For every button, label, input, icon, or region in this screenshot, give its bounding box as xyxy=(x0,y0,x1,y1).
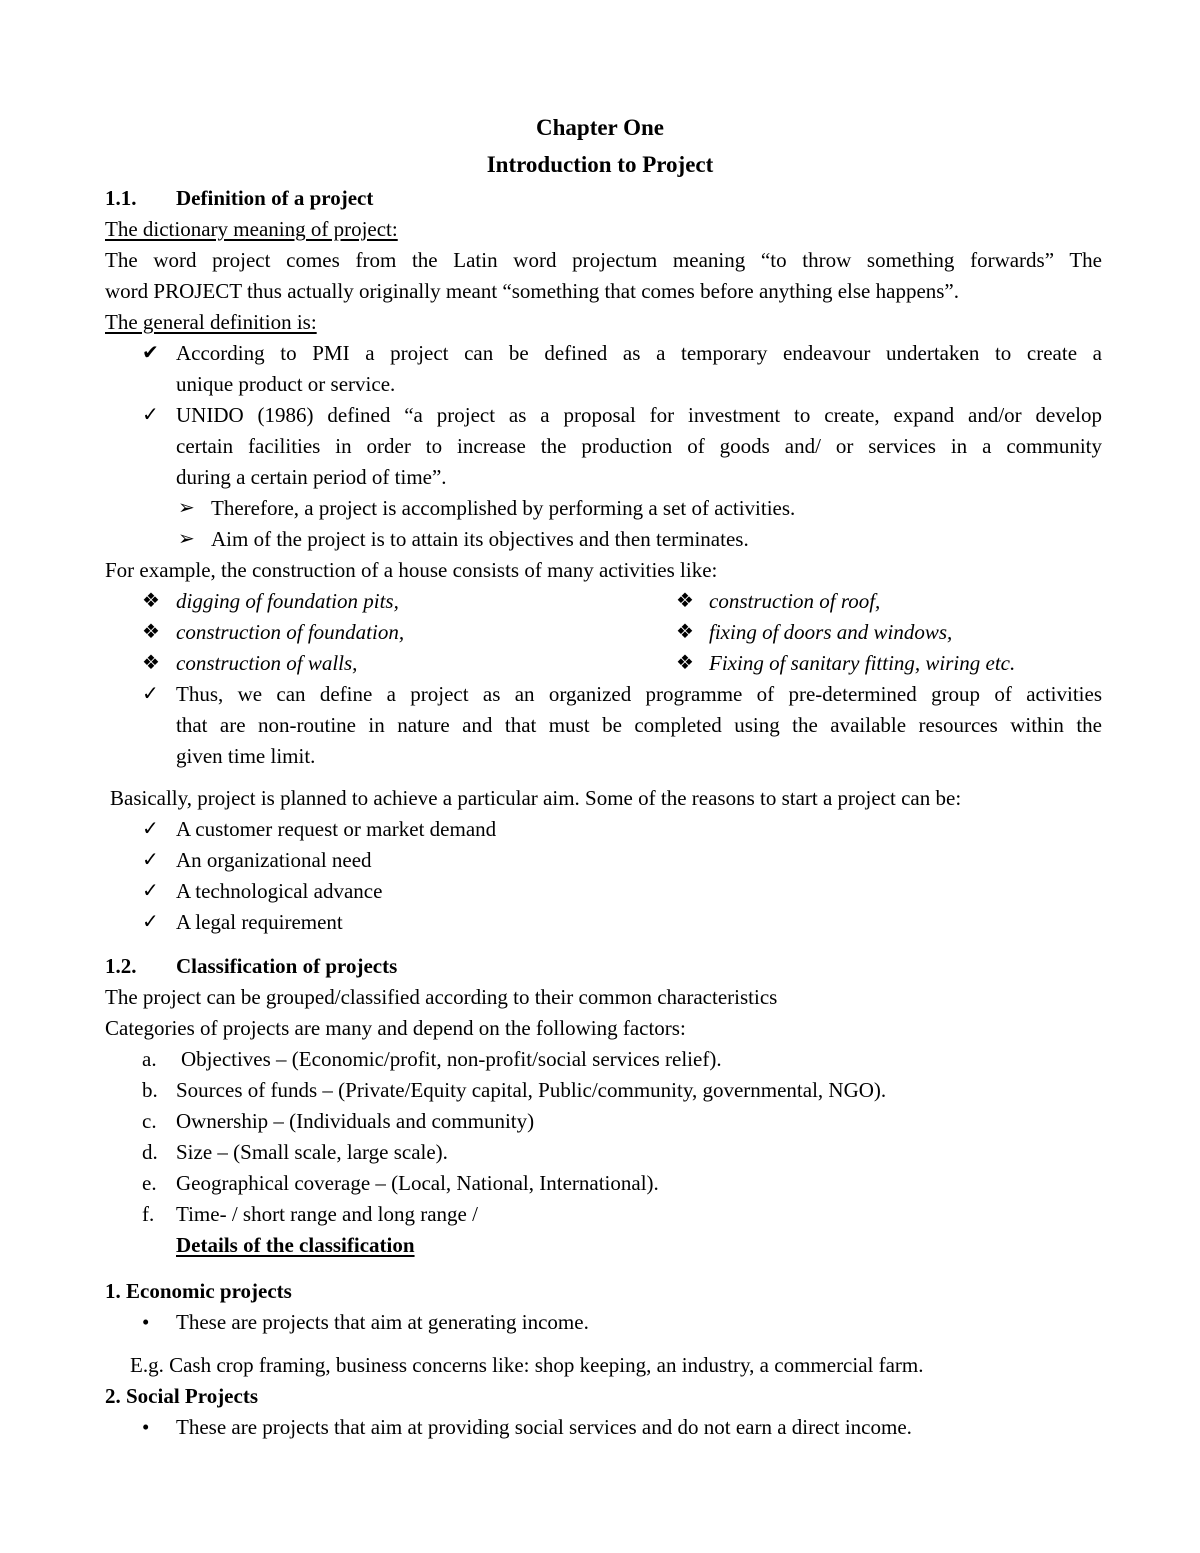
list-item-line: According to PMI a project can be defined as a temporary endeavour undertaken to create a xyxy=(176,341,1102,365)
checkmark-icon: ✓ xyxy=(142,847,159,871)
chapter-subtitle: Introduction to Project xyxy=(486,152,714,177)
list-item-line: UNIDO (1986) defined “a project as a proposal for investment to create, expand and/or develop xyxy=(176,403,1102,427)
checkmark-icon: ✓ xyxy=(142,816,159,840)
factor-item: Sources of funds – (Private/Equity capital, Public/community, governmental, NGO). xyxy=(176,1078,887,1102)
dictionary-meaning-label: The dictionary meaning of project: xyxy=(105,217,398,241)
social-projects-heading: 2. Social Projects xyxy=(105,1384,258,1408)
activity-item: construction of roof, xyxy=(709,589,881,613)
list-item-line: Thus, we can define a project as an organized programme of pre-determined group of activities xyxy=(176,682,1102,706)
bullet-item: These are projects that aim at providing social services and do not earn a direct income. xyxy=(176,1415,912,1439)
activity-item: Fixing of sanitary fitting, wiring etc. xyxy=(709,651,1016,675)
diamond-bullet-icon: ❖ xyxy=(142,619,160,643)
section-heading-definition: Definition of a project xyxy=(176,186,374,210)
factor-item: Geographical coverage – (Local, National, International). xyxy=(176,1171,659,1195)
list-item-line: unique product or service. xyxy=(176,372,396,396)
paragraph-line: The project can be grouped/classified according to their common characteristics xyxy=(105,985,778,1009)
bullet-icon: • xyxy=(142,1310,150,1334)
section-number-1-1: 1.1. xyxy=(105,186,137,210)
bullet-icon: • xyxy=(142,1415,150,1439)
checkmark-icon: ✓ xyxy=(142,878,159,902)
checkmark-icon: ✓ xyxy=(142,402,159,426)
diamond-bullet-icon: ❖ xyxy=(142,588,160,612)
factor-letter: a. xyxy=(142,1047,157,1071)
factor-item: Time- / short range and long range / xyxy=(176,1202,478,1226)
checkmark-bold-icon: ✔ xyxy=(142,340,159,364)
general-definition-label: The general definition is: xyxy=(105,310,317,334)
bullet-item: These are projects that aim at generating income. xyxy=(176,1310,589,1334)
factor-letter: d. xyxy=(142,1140,158,1164)
list-item-line: given time limit. xyxy=(176,744,316,768)
reasons-intro: Basically, project is planned to achieve a particular aim. Some of the reasons to start a project can be: xyxy=(110,786,962,810)
factor-letter: b. xyxy=(142,1078,158,1102)
factor-item: Objectives – (Economic/profit, non-profit/social services relief). xyxy=(181,1047,722,1071)
factor-item: Ownership – (Individuals and community) xyxy=(176,1109,535,1133)
list-item-line: that are non-routine in nature and that must be completed using the available resources within the xyxy=(176,713,1102,737)
paragraph-line: Categories of projects are many and depend on the following factors: xyxy=(105,1016,686,1040)
diamond-bullet-icon: ❖ xyxy=(676,588,694,612)
paragraph-line: The word project comes from the Latin word projectum meaning “to throw something forwards” The xyxy=(105,248,1102,272)
diamond-bullet-icon: ❖ xyxy=(676,650,694,674)
section-number-1-2: 1.2. xyxy=(105,954,137,978)
checkmark-icon: ✓ xyxy=(142,909,159,933)
checkmark-icon: ✓ xyxy=(142,681,159,705)
factor-letter: e. xyxy=(142,1171,157,1195)
factor-item: Size – (Small scale, large scale). xyxy=(176,1140,448,1164)
arrow-bullet-icon: ➢ xyxy=(178,526,195,550)
activity-item: construction of foundation, xyxy=(176,620,405,644)
sub-list-item: Therefore, a project is accomplished by performing a set of activities. xyxy=(211,496,796,520)
section-heading-classification: Classification of projects xyxy=(176,954,398,978)
diamond-bullet-icon: ❖ xyxy=(676,619,694,643)
reason-item: A technological advance xyxy=(176,879,383,903)
activity-item: construction of walls, xyxy=(176,651,358,675)
economic-projects-heading: 1. Economic projects xyxy=(105,1279,292,1303)
reason-item: A legal requirement xyxy=(176,910,343,934)
factor-letter: c. xyxy=(142,1109,157,1133)
activity-item: digging of foundation pits, xyxy=(176,589,399,613)
reason-item: A customer request or market demand xyxy=(176,817,497,841)
paragraph-line: word PROJECT thus actually originally meant “something that comes before anything else happens”. xyxy=(105,279,960,303)
diamond-bullet-icon: ❖ xyxy=(142,650,160,674)
sub-list-item: Aim of the project is to attain its objectives and then terminates. xyxy=(211,527,749,551)
activity-item: fixing of doors and windows, xyxy=(709,620,953,644)
example-line: E.g. Cash crop framing, business concerns like: shop keeping, an industry, a commercial farm. xyxy=(130,1353,924,1377)
list-item-line: certain facilities in order to increase the production of goods and/ or services in a community xyxy=(176,434,1102,458)
factor-letter: f. xyxy=(142,1202,155,1226)
example-intro: For example, the construction of a house consists of many activities like: xyxy=(105,558,718,582)
reason-item: An organizational need xyxy=(176,848,372,872)
arrow-bullet-icon: ➢ xyxy=(178,495,195,519)
details-heading: Details of the classification xyxy=(176,1233,415,1257)
list-item-line: during a certain period of time”. xyxy=(176,465,447,489)
chapter-title: Chapter One xyxy=(536,115,664,140)
